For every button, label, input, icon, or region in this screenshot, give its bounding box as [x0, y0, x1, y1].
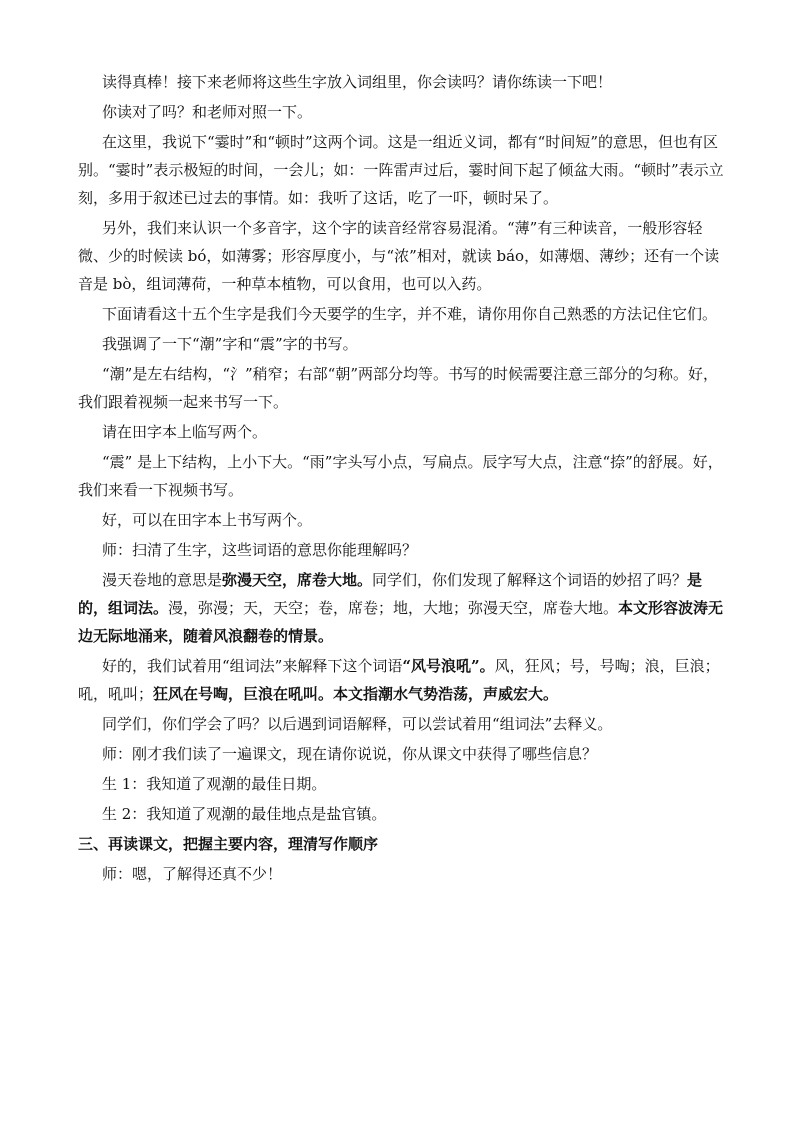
- p13-d: 狂风在号啕，巨浪在吼叫。本文指潮水气势浩荡，声威宏大。: [153, 685, 559, 703]
- paragraph-12: [78, 566, 724, 650]
- p12-c: 同学们，你们发现了解释这个词语的妙招了吗？: [372, 571, 688, 589]
- p13-b: “风号浪吼”。: [402, 657, 495, 675]
- paragraph-8: 请在田字本上临写两个。: [102, 423, 268, 441]
- paragraph-14: 同学们，你们学会了吗？以后遇到词语解释，可以尝试着用“组词法”去释义。: [102, 715, 613, 733]
- paragraph-9: “震” 是上下结构，上小下大。“雨”字头写小点，写扁点。辰字写大点，注意“捺”的舒展。好，我们来看一下视频书写。: [78, 453, 723, 499]
- paragraph-10: 好，可以在田字本上书写两个。: [102, 511, 313, 529]
- paragraph-6: 我强调了一下“潮”字和“震”字的书写。: [102, 335, 358, 353]
- paragraph-2: 你读对了吗？和老师对照一下。: [102, 103, 313, 121]
- p12-a: 漫天卷地的意思是: [102, 571, 223, 589]
- paragraph-3: 在这里，我说下“霎时”和“顿时”这两个词。这是一组近义词，都有“时间短”的意思，但也有区别。“霎时”表示极短的时间，一会儿；如：一阵雷声过后，霎时间下起了倾盆大雨。“顿时”表示立刻，多用于叙述已过去的事情。如：我听了这话，吃了一吓，顿时呆了。: [78, 133, 724, 207]
- p13-c: 风，狂风；号，号啕；浪，巨浪；吼，吼叫；: [78, 657, 720, 703]
- paragraph-13: [78, 652, 724, 708]
- p12-e: 漫，弥漫；天，天空；卷，席卷；地，大地；弥漫天空，席卷大地。: [168, 599, 619, 617]
- paragraph-7: “潮”是左右结构，“氵”稍窄；右部“朝”两部分均等。书写的时候需要注意三部分的匀称。好，我们跟着视频一起来书写一下。: [78, 365, 719, 411]
- p12-d: 是的，组词法。: [78, 571, 703, 617]
- paragraph-last: 师：嗯，了解得还真不少！: [102, 865, 283, 883]
- paragraph-16: 生 1：我知道了观潮的最佳日期。: [102, 775, 327, 793]
- paragraph-4: 另外，我们来认识一个多音字，这个字的读音经常容易混淆。“薄”有三种读音，一般形容轻微、少的时候读 bó，如薄雾；形容厚度小，与“浓”相对，就读 báo，如薄烟、薄纱；还有一个读音是 bò，组词薄荷，一种草本植物，可以食用，也可以入药。: [78, 219, 720, 293]
- paragraph-11: 师：扫清了生字，这些词语的意思你能理解吗？: [102, 541, 418, 559]
- section-heading-3: 三、再读课文，把握主要内容，理清写作顺序: [78, 835, 379, 853]
- paragraph-17: 生 2：我知道了观潮的最佳地点是盐官镇。: [102, 805, 387, 823]
- paragraph-1: 读得真棒！接下来老师将这些生字放入词组里，你会读吗？请你练读一下吧！: [102, 73, 613, 91]
- p13-a: 好的，我们试着用“组词法”来解释下这个词语: [102, 657, 403, 675]
- paragraph-5: 下面请看这十五个生字是我们今天要学的生字，并不难，请你用你自己熟悉的方法记住它们。: [102, 305, 718, 323]
- paragraph-15: 师：刚才我们读了一遍课文，现在请你说说，你从课文中获得了哪些信息？: [102, 745, 598, 763]
- p12-b: 弥漫天空，席卷大地。: [222, 571, 373, 589]
- p12-f: 本文形容波涛无边无际地涌来，随着风浪翻卷的情景。: [78, 599, 724, 645]
